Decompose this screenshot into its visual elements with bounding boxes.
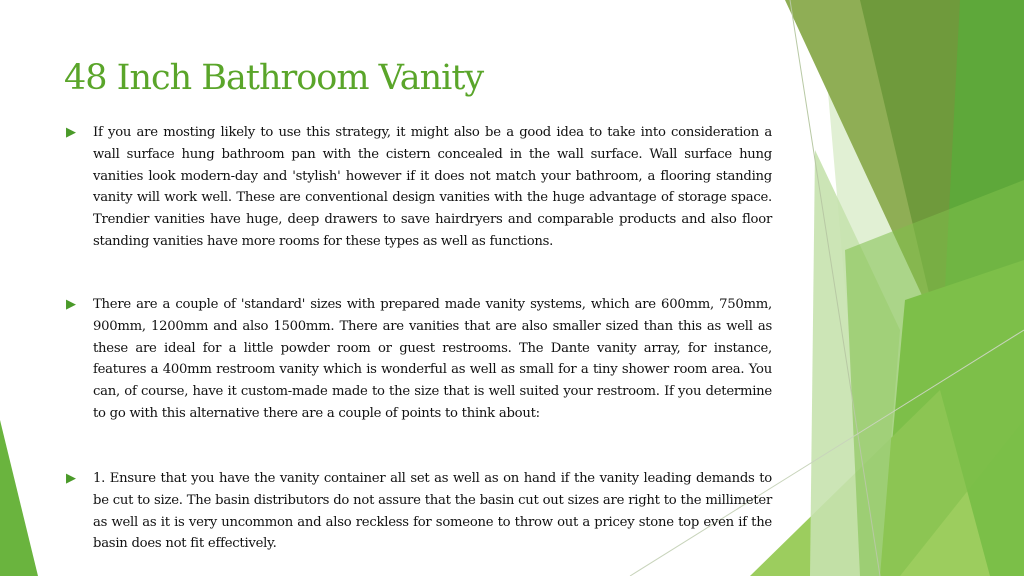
bullet-text: 1. Ensure that you have the vanity container all set as well as on hand if the vanity leading demands to be cut to size. The basin distributors do not assure that the basin cut out sizes are right to the millimeter as well as it is very uncommon and also reckless for someone to throw out a pricey stone top even if the basin does not fit effectively. <box>93 471 772 552</box>
bullet-arrow-icon: ▶ <box>66 297 76 312</box>
slide-title: 48 Inch Bathroom Vanity <box>64 58 484 98</box>
bullet-arrow-icon: ▶ <box>66 125 76 140</box>
bullet-arrow-icon: ▶ <box>66 471 76 486</box>
bullet-text: If you are mosting likely to use this strategy, it might also be a good idea to take into consideration a wall surface hung bathroom pan with the cistern concealed in the wall surface. Wall surface hung vanities look modern-day and 'stylish' however if it does not match your bathroom, a flooring standing vanity will work well. These are conventional design vanities with the huge advantage of storage space. Trendier vanities have huge, deep drawers to save hairdryers and comparable products and also floor standing vanities have more rooms for these types as well as functions. <box>93 125 772 249</box>
bullet-item <box>66 468 772 555</box>
bullet-item <box>66 294 772 425</box>
bullet-text: There are a couple of 'standard' sizes with prepared made vanity systems, which are 600mm, 750mm, 900mm, 1200mm and also 1500mm. There are vanities that are also smaller sized than this as well as these are ideal for a little powder room or guest restrooms. The Dante vanity array, for instance, features a 400mm restroom vanity which is wonderful as well as small for a tiny shower room area. You can, of course, have it custom-made made to the size that is well suited your restroom. If you determine to go with this alternative there are a couple of points to think about: <box>93 297 772 421</box>
left-green-sliver <box>0 420 38 576</box>
bullet-item <box>66 122 772 253</box>
